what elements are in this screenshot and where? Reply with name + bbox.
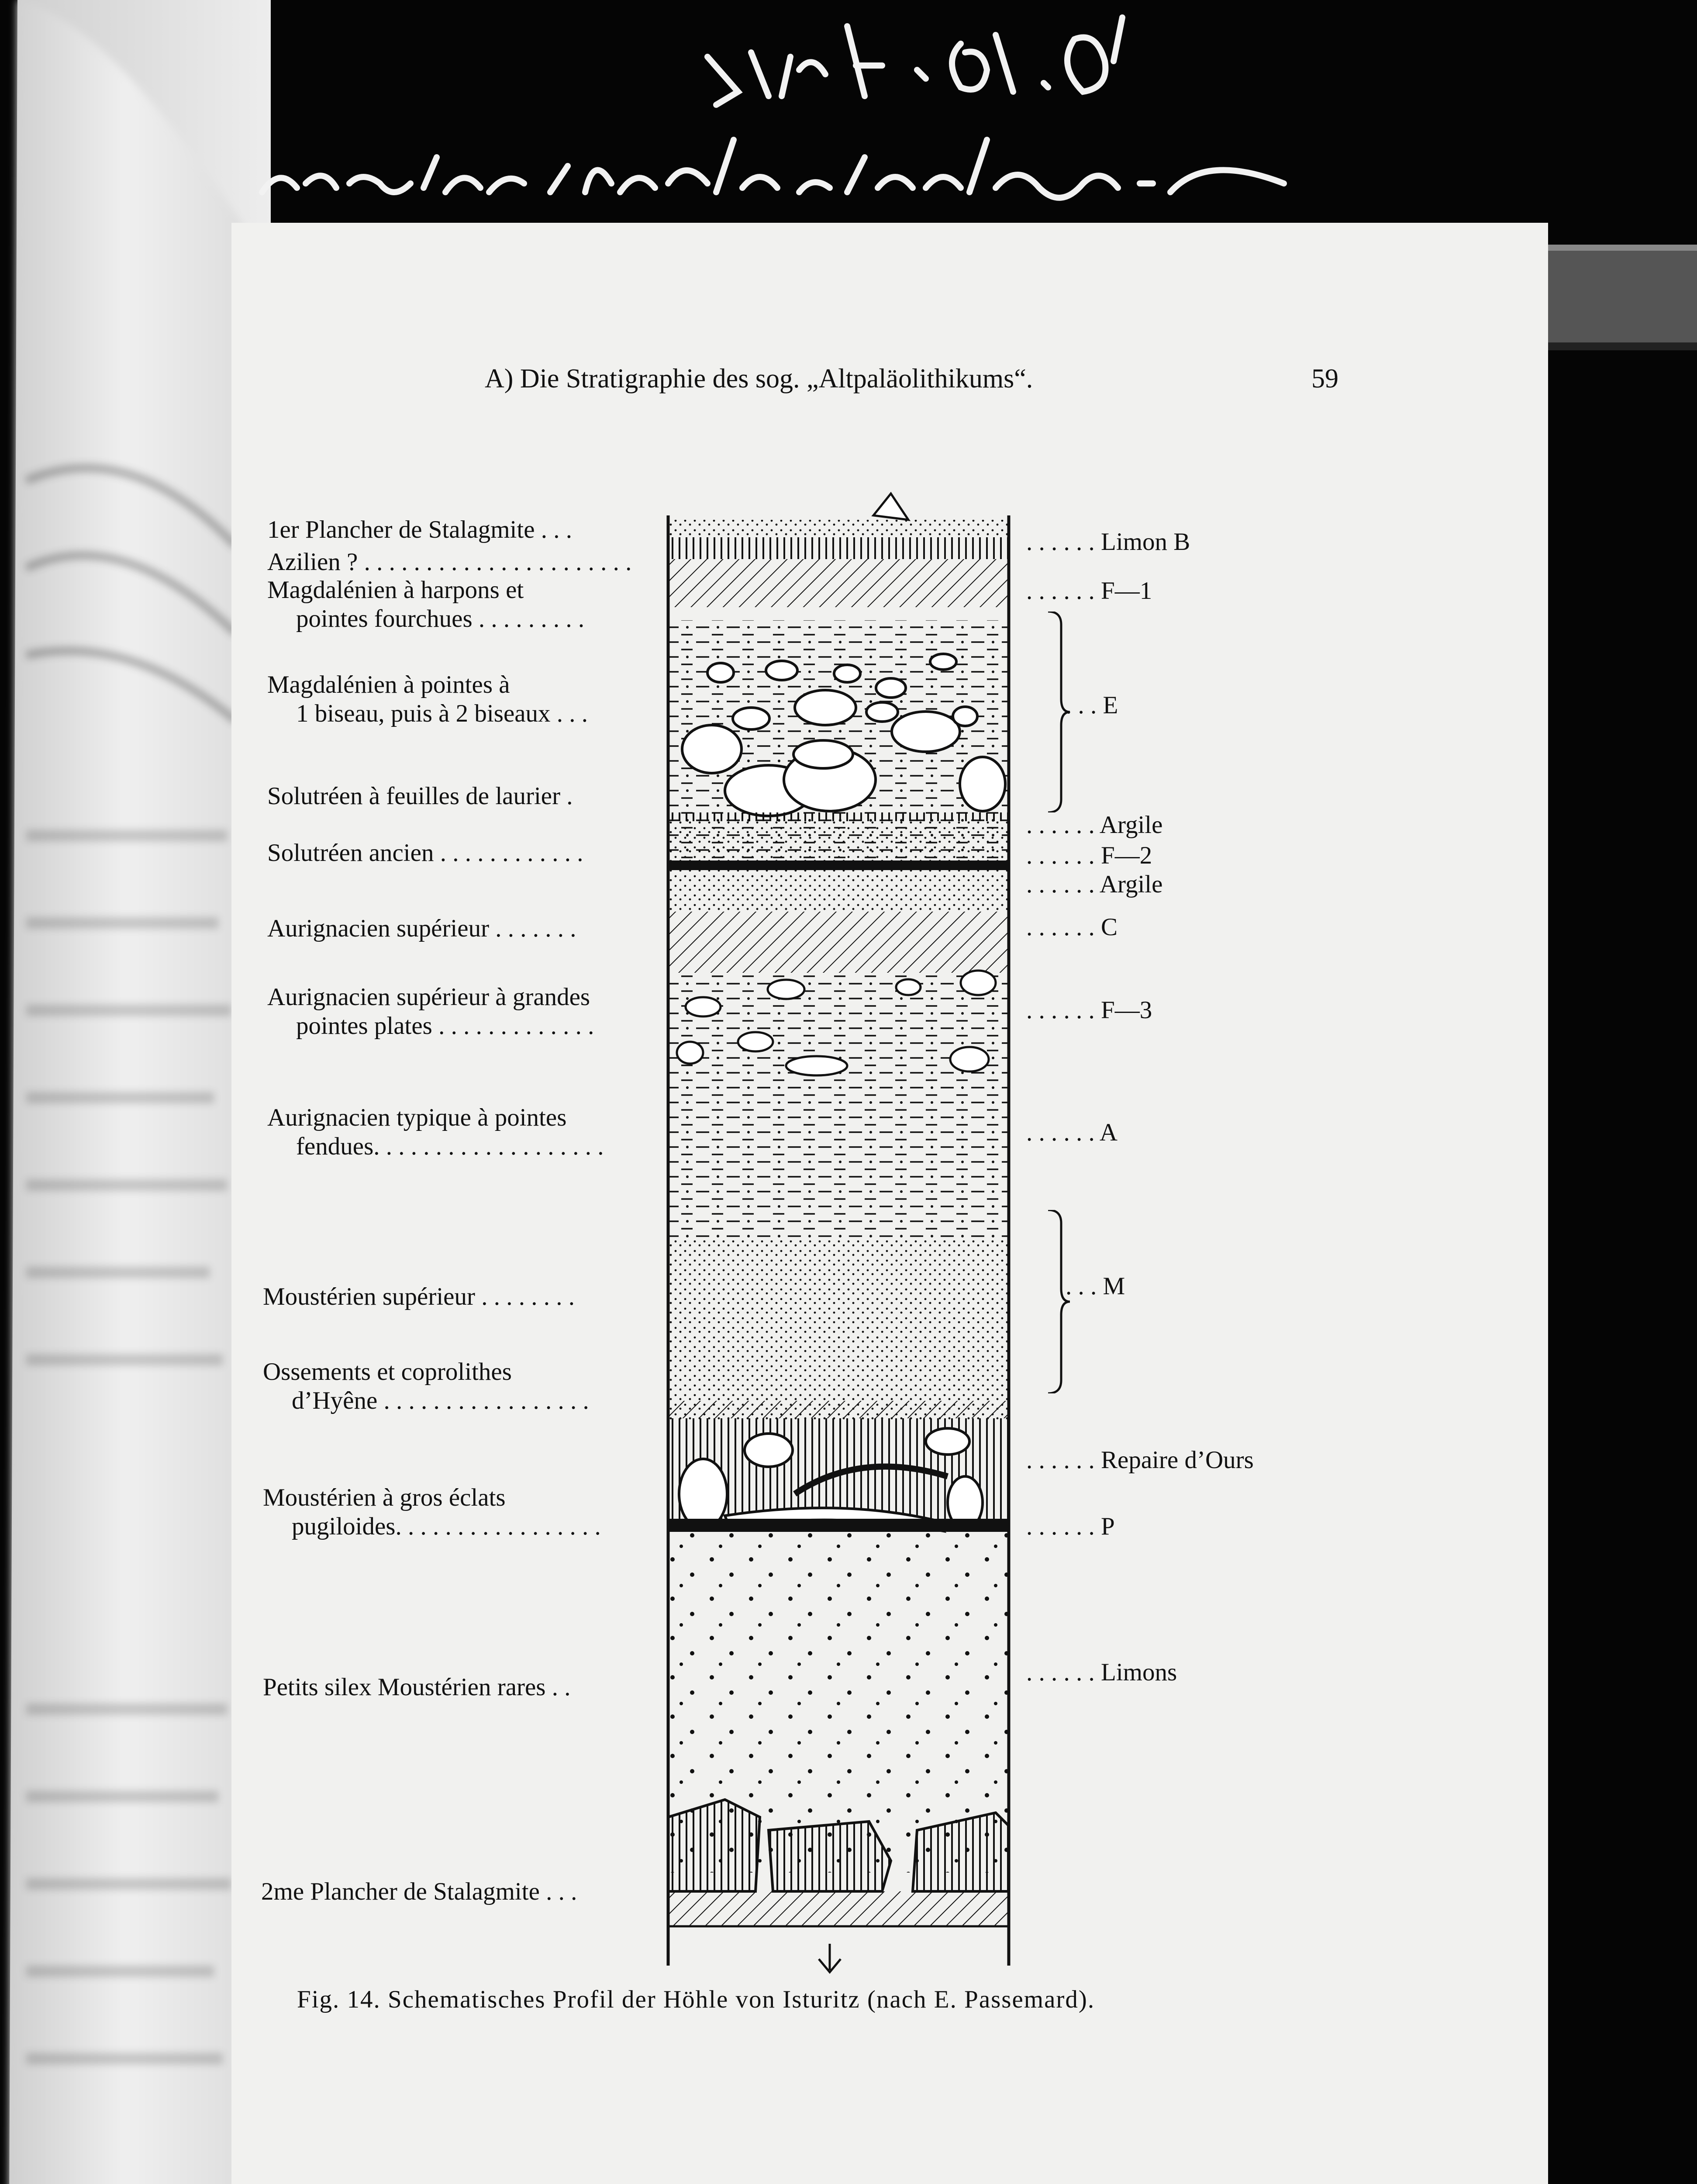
page-number: 59	[1311, 364, 1338, 394]
label-m: . . . M	[1066, 1272, 1125, 1300]
label-aurignacien-grandes: Aurignacien supérieur à grandes pointes plates . . . . . . . . . . . . .	[267, 983, 594, 1040]
label-f3: . . . . . . F—3	[1026, 996, 1152, 1024]
figure-caption: Fig. 14. Schematisches Profil der Höhle von Isturitz (nach E. Passemard).	[297, 1986, 1095, 2013]
label-aurignacien-superieur: Aurignacien supérieur . . . . . . .	[267, 915, 576, 942]
label-aurignacien-typique: Aurignacien typique à pointes fendues. . . . . . . . . . . . . . . . . . .	[267, 1104, 604, 1160]
label-azilien: Azilien ? . . . . . . . . . . . . . . . . . . . . . .	[267, 548, 632, 576]
label-plancher-2: 2me Plancher de Stalagmite . . .	[261, 1878, 577, 1905]
label-a: . . . . . . A	[1026, 1119, 1118, 1146]
curled-left-page	[0, 0, 271, 2184]
label-solutreen-ancien: Solutréen ancien . . . . . . . . . . . .	[267, 839, 583, 867]
running-header: A) Die Stratigraphie des sog. „Altpaläolithikums“.	[485, 364, 1033, 394]
bracket-m	[1044, 1210, 1070, 1393]
label-argile-1: . . . . . . Argile	[1026, 811, 1163, 839]
label-magdalenien-harpons: Magdalénien à harpons et pointes fourchues . . . . . . . . .	[267, 576, 585, 632]
label-argile-2: . . . . . . Argile	[1026, 871, 1163, 898]
column-layers	[668, 494, 1009, 1926]
label-plancher-1: 1er Plancher de Stalagmite . . .	[267, 516, 573, 543]
label-petits-silex: Petits silex Moustérien rares . .	[263, 1673, 571, 1701]
label-limons: . . . . . . Limons	[1026, 1659, 1177, 1686]
label-solutreen-laurier: Solutréen à feuilles de laurier .	[267, 782, 573, 810]
label-mousterien-superieur: Moustérien supérieur . . . . . . . .	[263, 1283, 575, 1310]
label-f1: . . . . . . F—1	[1026, 577, 1152, 605]
label-mousterien-eclats: Moustérien à gros éclats pugiloides. . . . . . . . . . . . . . . . .	[263, 1484, 601, 1540]
label-p: . . . . . . P	[1026, 1513, 1115, 1540]
label-c: . . . . . . C	[1026, 913, 1118, 941]
label-repaire-ours: . . . . . . Repaire d’Ours	[1026, 1446, 1254, 1474]
label-magdalenien-pointes: Magdalénien à pointes à 1 biseau, puis à 2 biseaux . . .	[267, 671, 588, 727]
stratigraphic-profile	[664, 489, 1022, 1983]
handwritten-inscription	[245, 0, 1336, 227]
label-limon-b: . . . . . . Limon B	[1026, 528, 1190, 556]
label-e: . . . E	[1066, 691, 1118, 719]
label-ossements: Ossements et coprolithes d’Hyêne . . . . . . . . . . . . . . . . .	[263, 1358, 589, 1414]
label-f2: . . . . . . F—2	[1026, 842, 1152, 869]
